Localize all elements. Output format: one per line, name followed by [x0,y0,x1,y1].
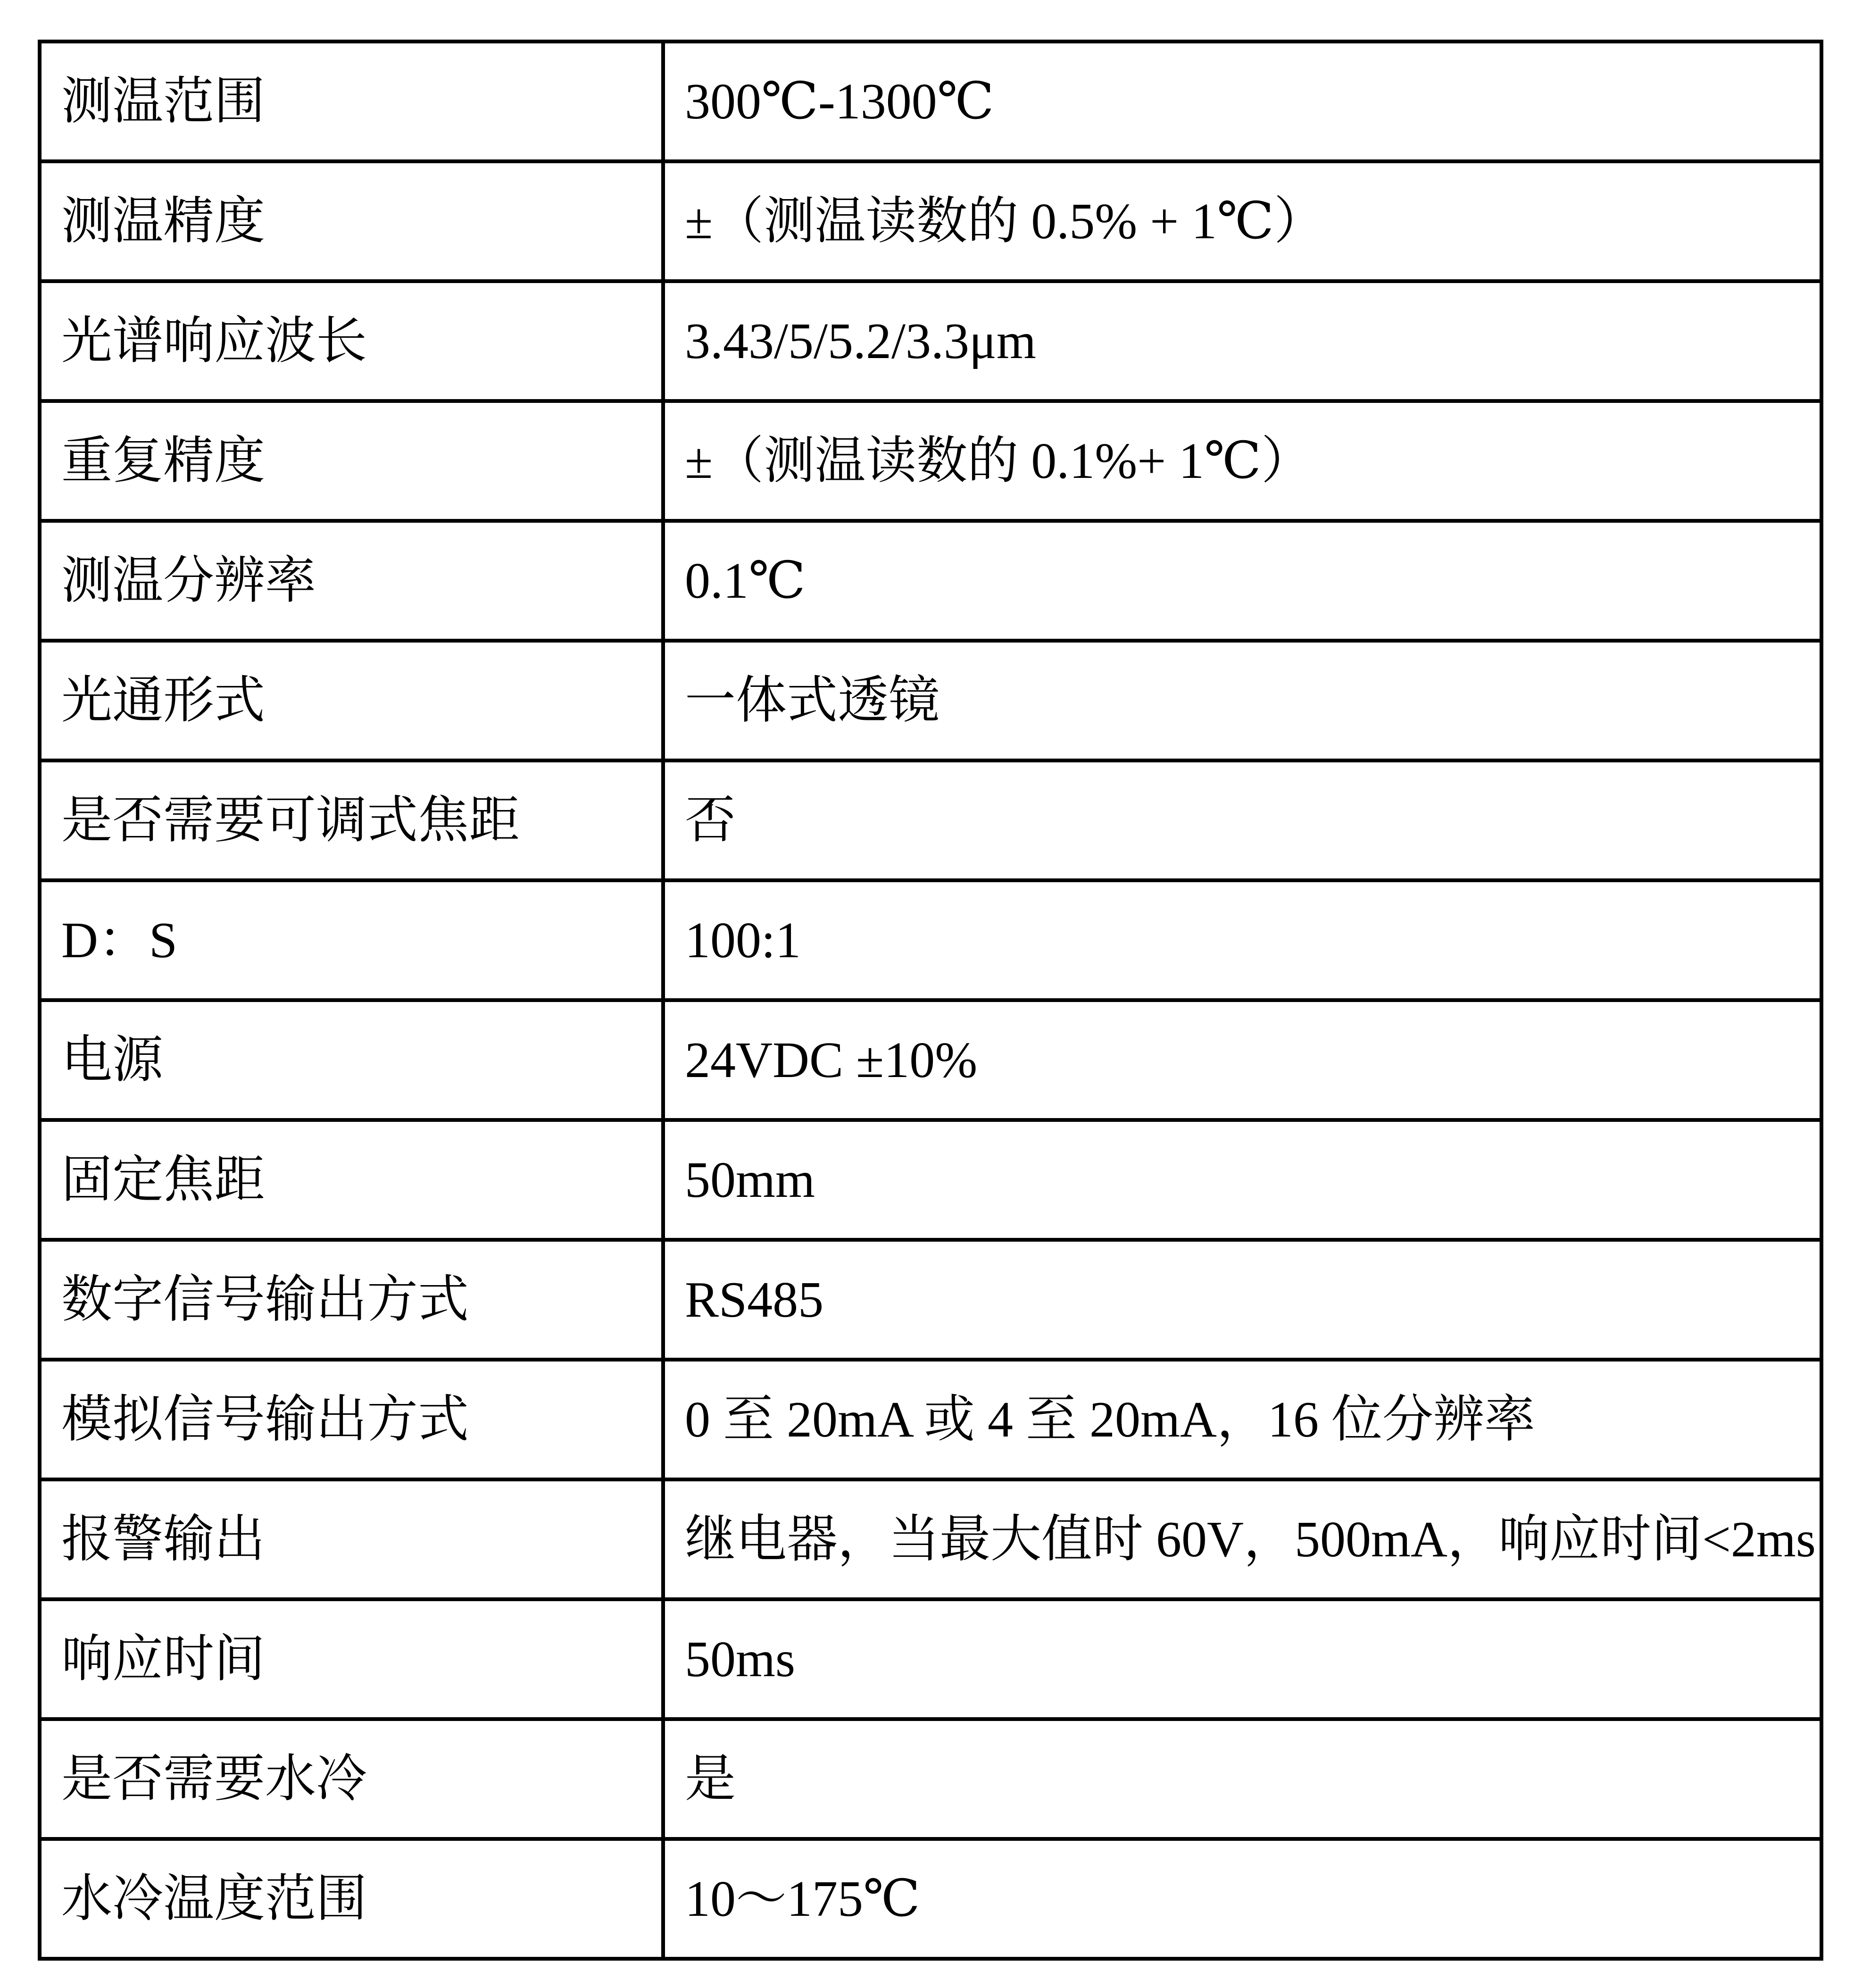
spec-label: 报警输出 [40,1479,663,1599]
spec-label: 测温精度 [40,161,663,281]
spec-value: 50ms [663,1599,1821,1719]
spec-value: 继电器，当最大值时 60V，500mA，响应时间<2ms [663,1479,1821,1599]
table-row [40,1599,1821,1719]
table-row [40,1240,1821,1360]
table-row [40,641,1821,760]
spec-label: 固定焦距 [40,1120,663,1240]
spec-value: RS485 [663,1240,1821,1360]
spec-table-body [40,42,1821,1959]
spec-value: 否 [663,760,1821,880]
spec-label: 测温分辨率 [40,521,663,641]
spec-label: 光谱响应波长 [40,281,663,401]
spec-label: 测温范围 [40,42,663,161]
table-row [40,161,1821,281]
spec-value: 24VDC ±10% [663,1000,1821,1120]
spec-label: 模拟信号输出方式 [40,1360,663,1479]
spec-label: 响应时间 [40,1599,663,1719]
spec-label: 光通形式 [40,641,663,760]
table-row [40,1719,1821,1839]
spec-value: 0 至 20mA 或 4 至 20mA，16 位分辨率 [663,1360,1821,1479]
spec-value: 100:1 [663,880,1821,1000]
spec-value: 300℃-1300℃ [663,42,1821,161]
spec-label: 是否需要水冷 [40,1719,663,1839]
table-row [40,1000,1821,1120]
spec-value: 10～175℃ [663,1839,1821,1959]
spec-value: ±（测温读数的 0.5% + 1℃） [663,161,1821,281]
table-row [40,1360,1821,1479]
spec-label: 数字信号输出方式 [40,1240,663,1360]
spec-value: 一体式透镜 [663,641,1821,760]
table-row [40,1120,1821,1240]
spec-table [38,40,1823,1961]
spec-label: 重复精度 [40,401,663,521]
spec-value: 0.1℃ [663,521,1821,641]
table-row [40,521,1821,641]
spec-value: ±（测温读数的 0.1%+ 1℃） [663,401,1821,521]
table-row [40,880,1821,1000]
table-row [40,42,1821,161]
spec-label: 电源 [40,1000,663,1120]
table-row [40,1479,1821,1599]
spec-label: 水冷温度范围 [40,1839,663,1959]
spec-value: 3.43/5/5.2/3.3μm [663,281,1821,401]
spec-value: 50mm [663,1120,1821,1240]
table-row [40,401,1821,521]
spec-table-container [38,40,1823,1961]
spec-label: D：S [40,880,663,1000]
spec-value: 是 [663,1719,1821,1839]
table-row [40,281,1821,401]
table-row [40,1839,1821,1959]
table-row [40,760,1821,880]
spec-label: 是否需要可调式焦距 [40,760,663,880]
